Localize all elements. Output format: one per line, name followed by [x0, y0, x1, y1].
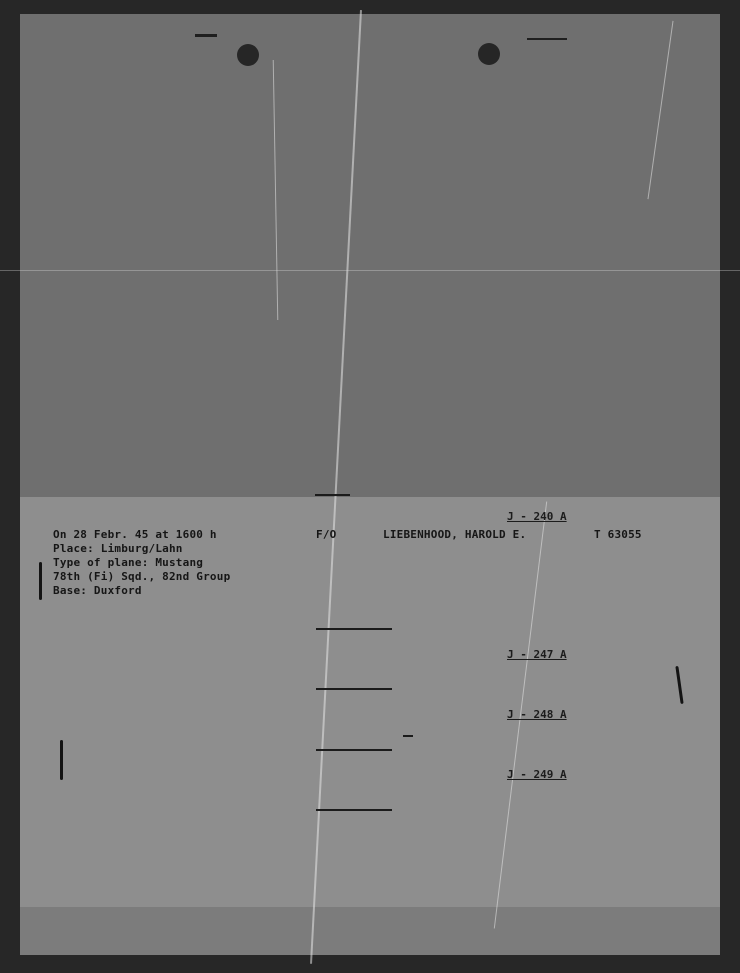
punch-hole-left	[237, 44, 259, 66]
service-number: T 63055	[594, 528, 642, 541]
file-number: J - 248 A	[507, 708, 567, 721]
margin-mark	[39, 562, 42, 600]
entry-rule	[316, 628, 392, 630]
date-line: On 28 Febr. 45 at 1600 h	[53, 528, 217, 541]
punch-hole-right	[478, 43, 500, 65]
rank: F/O	[316, 528, 337, 541]
entry-rule	[316, 749, 392, 751]
entry-rule	[316, 688, 392, 690]
staple-mark-left	[195, 34, 217, 37]
unit-line: 78th (Fi) Sqd., 82nd Group	[53, 570, 231, 583]
crew-name: LIEBENHOOD, HAROLD E.	[383, 528, 527, 541]
document-bottom-strip	[20, 907, 720, 955]
plane-type-line: Type of plane: Mustang	[53, 556, 204, 569]
staple-mark-right	[527, 38, 567, 40]
entry-rule	[315, 494, 350, 496]
file-number: J - 249 A	[507, 768, 567, 781]
margin-mark	[60, 740, 63, 780]
file-number: J - 247 A	[507, 648, 567, 661]
entry-rule	[316, 809, 392, 811]
base-line: Base: Duxford	[53, 584, 142, 597]
document-top-flap	[20, 14, 720, 497]
entry-rule	[403, 735, 413, 737]
scratch-line	[0, 270, 740, 271]
file-number: J - 240 A	[507, 510, 567, 523]
place-line: Place: Limburg/Lahn	[53, 542, 183, 555]
